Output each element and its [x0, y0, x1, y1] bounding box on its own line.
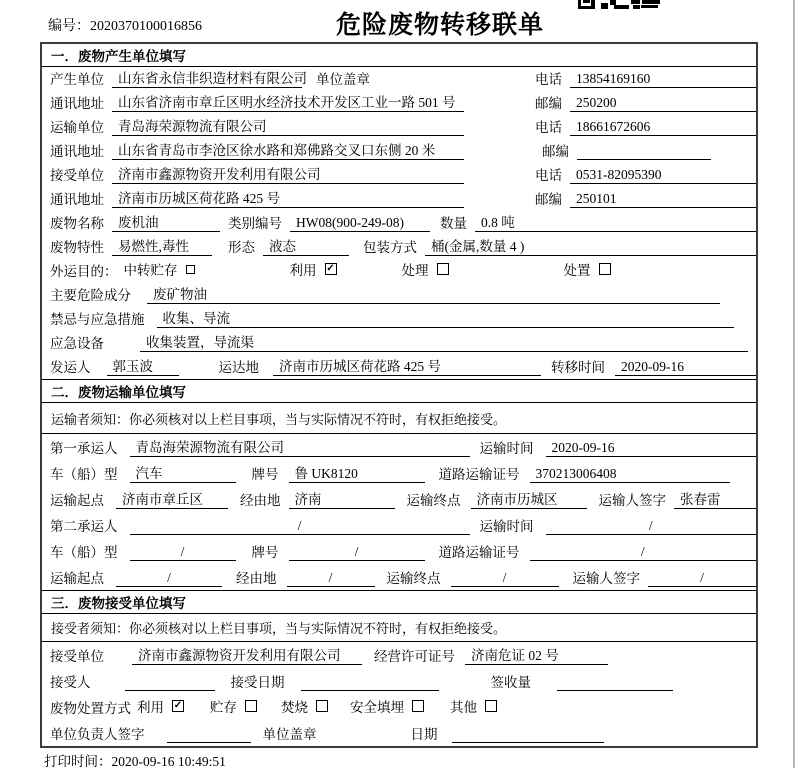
field-label: 形态 [228, 240, 255, 255]
field-value: 郭玉波 [112, 359, 153, 374]
field-underline [530, 464, 731, 483]
field-label: 单位负责人签字 [50, 727, 145, 742]
field-underline [570, 165, 756, 184]
field-label: 转移时间 [551, 360, 605, 375]
form-row [42, 355, 756, 379]
field-underline [147, 285, 720, 304]
section-2 [42, 379, 756, 590]
field-label: 接受单位 [50, 649, 104, 664]
print-time [44, 750, 226, 770]
field-value: / [640, 544, 645, 559]
field-underline [530, 542, 757, 561]
field-value: 370213006408 [535, 466, 617, 481]
field-label: 牌号 [251, 545, 279, 560]
field-value: 2020-09-16 [621, 359, 684, 374]
form-row [42, 331, 756, 355]
field-value: 液态 [269, 239, 296, 254]
field-underline [167, 724, 251, 743]
field-underline [112, 213, 220, 232]
field-value: 废机油 [118, 215, 159, 230]
field-value: 收集、导流 [162, 311, 230, 326]
field-underline [648, 568, 756, 587]
field-underline [451, 568, 559, 587]
field-underline [112, 93, 464, 112]
field-label: 签收量 [490, 675, 531, 690]
field-underline [112, 165, 464, 184]
field-value: 废矿物油 [153, 287, 207, 302]
field-underline [301, 672, 439, 691]
field-value: 山东省永信非织造材料有限公司 [118, 71, 307, 86]
field-underline [112, 237, 212, 256]
field-label: 电话 [535, 72, 562, 87]
manifest-table [40, 42, 758, 748]
field-label: 运输起点 [50, 493, 104, 508]
field-underline [125, 672, 215, 691]
field-label: 运输人签字 [598, 493, 666, 508]
field-label: 邮编 [535, 96, 562, 111]
field-value: 张春雷 [680, 492, 721, 507]
field-label: 接受人 [50, 675, 91, 690]
doc-number-label: 编号： [48, 19, 90, 34]
checkbox-checked-icon: ✓ [326, 263, 335, 274]
field-label: 运输人签字 [572, 571, 640, 586]
checkbox-checked-icon: ✓ [173, 700, 183, 711]
field-value: / [328, 570, 333, 585]
checkbox-unchecked-icon [186, 265, 195, 274]
checkbox-label: 焚烧 [281, 700, 308, 715]
field-underline [465, 646, 608, 665]
checkbox-unchecked-icon [437, 263, 449, 275]
field-label: 包装方式 [363, 240, 417, 255]
field-underline [112, 117, 464, 136]
field-value: 易燃性,毒性 [118, 239, 189, 254]
checkbox-field [210, 696, 257, 716]
checkbox-unchecked-icon [245, 700, 257, 712]
field-underline [112, 141, 464, 160]
form-row [42, 434, 756, 460]
field-underline [615, 357, 756, 376]
field-underline [475, 213, 756, 232]
field-value: 桶(金属,数量 4 ) [431, 239, 525, 254]
form-row [42, 307, 756, 331]
checkbox-unchecked-icon [485, 700, 497, 712]
field-label: 经由地 [240, 493, 281, 508]
form-row [42, 668, 756, 694]
field-value: 济南市鑫源物资开发利用有限公司 [138, 648, 341, 663]
field-label: 类别编号 [228, 216, 282, 231]
field-underline [130, 516, 470, 535]
field-label: 运输起点 [50, 571, 104, 586]
form-row [42, 694, 756, 720]
section-title: 一．废物产生单位填写 [42, 44, 756, 67]
field-label: 数量 [440, 216, 467, 231]
field-underline [452, 724, 604, 743]
field-label: 单位盖章 [262, 727, 317, 742]
field-label: 第一承运人 [50, 441, 118, 456]
form-row [42, 91, 756, 115]
form-row [42, 538, 756, 564]
field-label: 接受单位 [50, 168, 104, 183]
field-value: 山东省青岛市李沧区徐水路和郑佛路交叉口东侧 20 米 [118, 143, 436, 158]
field-value: 济南市鑫源物资开发利用有限公司 [118, 167, 321, 182]
field-underline [570, 93, 756, 112]
field-value: / [180, 544, 185, 559]
notice-row [42, 403, 756, 434]
checkbox-unchecked-icon [412, 700, 424, 712]
checkbox-unchecked-icon [316, 700, 328, 712]
section-1 [42, 44, 756, 379]
checkbox-label: 安全填埋 [350, 700, 404, 715]
form-row [42, 512, 756, 538]
qr-code-fragment [578, 0, 662, 9]
field-label: 道路运输证号 [438, 545, 520, 560]
field-underline [112, 189, 464, 208]
field-value: 济南市章丘区 [122, 492, 203, 507]
field-value: 250200 [576, 95, 617, 110]
field-label: 车（船）型 [50, 545, 118, 560]
section-title: 二．废物运输单位填写 [42, 380, 756, 403]
section-title: 三．废物接受单位填写 [42, 591, 756, 614]
field-value: / [648, 518, 653, 533]
field-underline [289, 542, 425, 561]
form-row [42, 283, 756, 307]
form-row [42, 139, 756, 163]
field-underline [132, 646, 362, 665]
field-label: 运输终点 [406, 493, 461, 508]
checkbox-unchecked-icon [599, 263, 611, 275]
field-underline [130, 464, 236, 483]
field-underline [112, 69, 307, 88]
field-label: 废物处置方式 [50, 701, 131, 716]
field-value: HW08(900-249-08) [296, 215, 404, 230]
field-value: 0.8 吨 [481, 215, 515, 230]
form-row [42, 720, 756, 746]
field-label: 道路运输证号 [438, 467, 520, 482]
field-label: 禁忌与应急措施 [50, 312, 145, 327]
field-value: / [354, 544, 359, 559]
form-row [42, 642, 756, 668]
field-label: 牌号 [251, 467, 279, 482]
notice-text: 接受者须知：你必须核对以上栏目事项，当与实际情况不符时，有权拒绝接受。 [51, 621, 507, 636]
field-label: 日期 [410, 727, 438, 742]
form-row [42, 163, 756, 187]
field-value: / [167, 570, 171, 585]
field-label: 经由地 [236, 571, 277, 586]
doc-number-value: 2020370100016856 [90, 19, 202, 34]
field-label: 发运人 [50, 360, 91, 375]
print-time-value: 2020-09-16 10:49:51 [111, 754, 226, 769]
field-underline [546, 516, 757, 535]
field-value: 济南危证 02 号 [471, 648, 559, 663]
field-value: 济南 [294, 492, 322, 507]
field-underline [116, 490, 228, 509]
field-value: 收集装置，导流渠 [146, 335, 254, 350]
field-underline [130, 438, 470, 457]
form-row [42, 259, 756, 283]
notice-text: 运输者须知：你必须核对以上栏目事项，当与实际情况不符时，有权拒绝接受。 [51, 411, 507, 427]
checkbox-field [281, 696, 328, 716]
field-underline [290, 213, 430, 232]
field-value: 13854169160 [576, 71, 651, 86]
field-underline [570, 189, 756, 208]
field-label: 废物特性 [50, 240, 104, 255]
field-label: 运输时间 [479, 441, 534, 456]
field-value: / [700, 570, 704, 585]
field-underline [116, 568, 222, 587]
field-underline [425, 237, 756, 256]
field-value: 0531-82095390 [576, 167, 662, 182]
form-row [42, 235, 756, 259]
field-value: / [502, 570, 507, 585]
field-underline [287, 568, 375, 587]
form-row [42, 115, 756, 139]
checkbox-field [402, 259, 449, 279]
form-row [42, 486, 756, 512]
checkbox-label: 利用 [137, 700, 164, 715]
field-underline [557, 672, 673, 691]
field-label: 经营许可证号 [374, 649, 455, 664]
checkbox-field [124, 259, 195, 279]
field-label: 车（船）型 [50, 467, 118, 482]
field-value: 济南市历城区荷花路 425 号 [279, 359, 441, 374]
field-label: 电话 [535, 168, 562, 183]
field-value: 汽车 [135, 466, 163, 481]
field-underline [674, 490, 756, 509]
field-value: 青岛海荣源物流有限公司 [135, 440, 284, 455]
field-value: 2020-09-16 [551, 440, 615, 455]
field-underline [140, 333, 748, 352]
form-row [42, 67, 756, 91]
field-value: 济南市历城区 [476, 492, 558, 507]
field-label: 通讯地址 [50, 144, 104, 159]
field-underline [471, 490, 587, 509]
field-label: 邮编 [542, 144, 569, 159]
field-label: 通讯地址 [50, 96, 104, 111]
field-underline [289, 464, 425, 483]
checkbox-label: 中转贮存 [123, 263, 178, 278]
field-label: 产生单位 [50, 72, 104, 87]
field-underline [107, 357, 179, 376]
field-label: 电话 [535, 120, 562, 135]
field-label: 运输时间 [479, 519, 534, 534]
field-label: 应急设备 [50, 336, 104, 351]
form-row [42, 211, 756, 235]
field-value: 济南市历城区荷花路 425 号 [118, 191, 280, 206]
field-underline [273, 357, 541, 376]
field-label: 邮编 [535, 192, 562, 207]
field-value: 鲁 UK8120 [294, 466, 358, 481]
form-row [42, 564, 756, 590]
checkbox-field [564, 259, 611, 279]
section-3 [42, 590, 756, 746]
field-underline [570, 117, 756, 136]
checkbox-field [290, 259, 337, 279]
field-underline [546, 438, 757, 457]
field-label: 主要危险成分 [50, 288, 131, 303]
checkbox-field [350, 696, 424, 716]
field-value: 青岛海荣源物流有限公司 [118, 119, 267, 134]
field-label: 废物名称 [50, 216, 104, 231]
field-underline [289, 490, 395, 509]
checkbox-label: 处置 [563, 263, 591, 278]
field-value: 山东省济南市章丘区明水经济技术开发区工业一路 501 号 [118, 95, 456, 110]
form-row [42, 187, 756, 211]
field-label: 运输终点 [386, 571, 441, 586]
field-label: 运输单位 [50, 120, 104, 135]
field-value: 250101 [576, 191, 617, 206]
field-underline [263, 237, 349, 256]
field-label: 运达地 [218, 360, 259, 375]
field-label: 通讯地址 [50, 192, 104, 207]
form-row [42, 460, 756, 486]
print-time-label: 打印时间： [44, 754, 112, 769]
field-underline [577, 141, 711, 160]
field-value: 18661672606 [576, 119, 651, 134]
field-underline [570, 69, 756, 88]
field-label: 外运目的： [50, 264, 118, 279]
checkbox-label: 利用 [289, 263, 317, 278]
field-label: 单位盖章 [316, 72, 370, 87]
field-underline [130, 542, 236, 561]
field-underline [157, 309, 735, 328]
viewport-edge-line [793, 0, 795, 768]
field-value: / [297, 518, 302, 533]
checkbox-label: 处理 [401, 263, 429, 278]
field-label: 接受日期 [230, 675, 285, 690]
notice-row [42, 614, 756, 642]
checkbox-field [137, 696, 184, 716]
page-title: 危险废物转移联单 [335, 12, 544, 39]
field-label: 第二承运人 [50, 519, 118, 534]
checkbox-label: 其他 [450, 700, 477, 715]
checkbox-label: 贮存 [210, 700, 237, 715]
checkbox-field [450, 696, 497, 716]
